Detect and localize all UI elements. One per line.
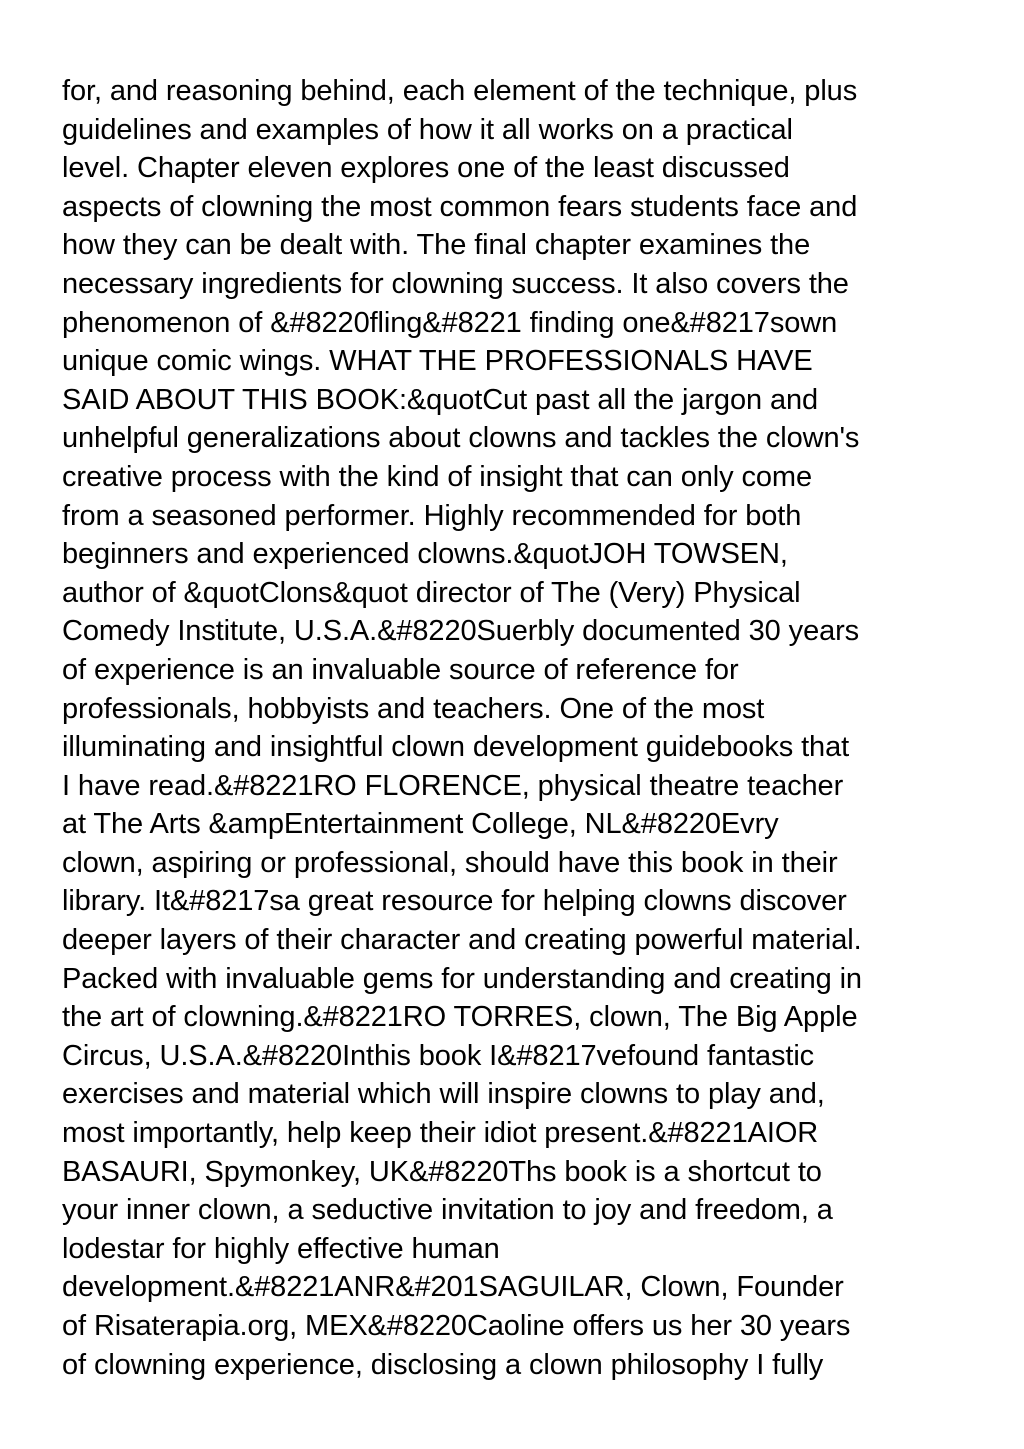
text-line: unhelpful generalizations about clowns and tackles the clown's xyxy=(62,422,860,455)
text-line: Packed with invaluable gems for understanding and creating in xyxy=(62,962,862,995)
text-line: the art of clowning.&#8221RO TORRES, clown, The Big Apple xyxy=(62,1001,858,1034)
text-line: lodestar for highly effective human xyxy=(62,1232,500,1265)
text-line: BASAURI, Spymonkey, UK&#8220Ths book is a shortcut to xyxy=(62,1155,822,1188)
text-line: creative process with the kind of insight that can only come xyxy=(62,460,812,493)
text-line: SAID ABOUT THIS BOOK:&quotCut past all the jargon and xyxy=(62,383,819,416)
text-line: Circus, U.S.A.&#8220Inthis book I&#8217vefound fantastic xyxy=(62,1039,815,1072)
text-line: Comedy Institute, U.S.A.&#8220Suerbly documented 30 years xyxy=(62,615,860,648)
text-line: professionals, hobbyists and teachers. One of the most xyxy=(62,692,765,725)
text-line: author of &quotClons&quot director of The (Very) Physical xyxy=(62,576,801,609)
text-line: deeper layers of their character and creating powerful material. xyxy=(62,924,862,957)
text-line: at The Arts &ampEntertainment College, NL&#8220Evry xyxy=(62,808,779,841)
text-line: for, and reasoning behind, each element of the technique, plus xyxy=(62,75,858,107)
text-line: guidelines and examples of how it all works on a practical xyxy=(62,113,793,146)
document-page-text xyxy=(62,72,972,1384)
text-line: library. It&#8217sa great resource for helping clowns discover xyxy=(62,885,847,918)
text-line: aspects of clowning the most common fears students face and xyxy=(62,190,858,223)
text-line: beginners and experienced clowns.&quotJOH TOWSEN, xyxy=(62,538,788,571)
text-line: I have read.&#8221RO FLORENCE, physical theatre teacher xyxy=(62,769,844,802)
text-line: of Risaterapia.org, MEX&#8220Caoline offers us her 30 years xyxy=(62,1310,851,1342)
text-line: how they can be dealt with. The final chapter examines the xyxy=(62,229,811,262)
text-line: of clowning experience, disclosing a clown philosophy I fully xyxy=(62,1348,824,1381)
text-line: necessary ingredients for clowning success. It also covers the xyxy=(62,267,849,300)
text-line: clown, aspiring or professional, should have this book in their xyxy=(62,846,838,879)
text-line: of experience is an invaluable source of reference for xyxy=(62,653,739,686)
text-line: phenomenon of &#8220fling&#8221 finding one&#8217sown xyxy=(62,306,838,339)
text-line: exercises and material which will inspire clowns to play and, xyxy=(62,1078,825,1111)
text-line: unique comic wings. WHAT THE PROFESSIONALS HAVE xyxy=(62,345,813,378)
text-line: development.&#8221ANR&#201SAGUILAR, Clown, Founder xyxy=(62,1271,844,1304)
text-line: illuminating and insightful clown development guidebooks that xyxy=(62,731,850,764)
text-line: level. Chapter eleven explores one of the least discussed xyxy=(62,152,790,185)
text-line: from a seasoned performer. Highly recommended for both xyxy=(62,499,802,532)
text-line: your inner clown, a seductive invitation to joy and freedom, a xyxy=(62,1194,833,1227)
text-line: most importantly, help keep their idiot present.&#8221AIOR xyxy=(62,1117,819,1150)
